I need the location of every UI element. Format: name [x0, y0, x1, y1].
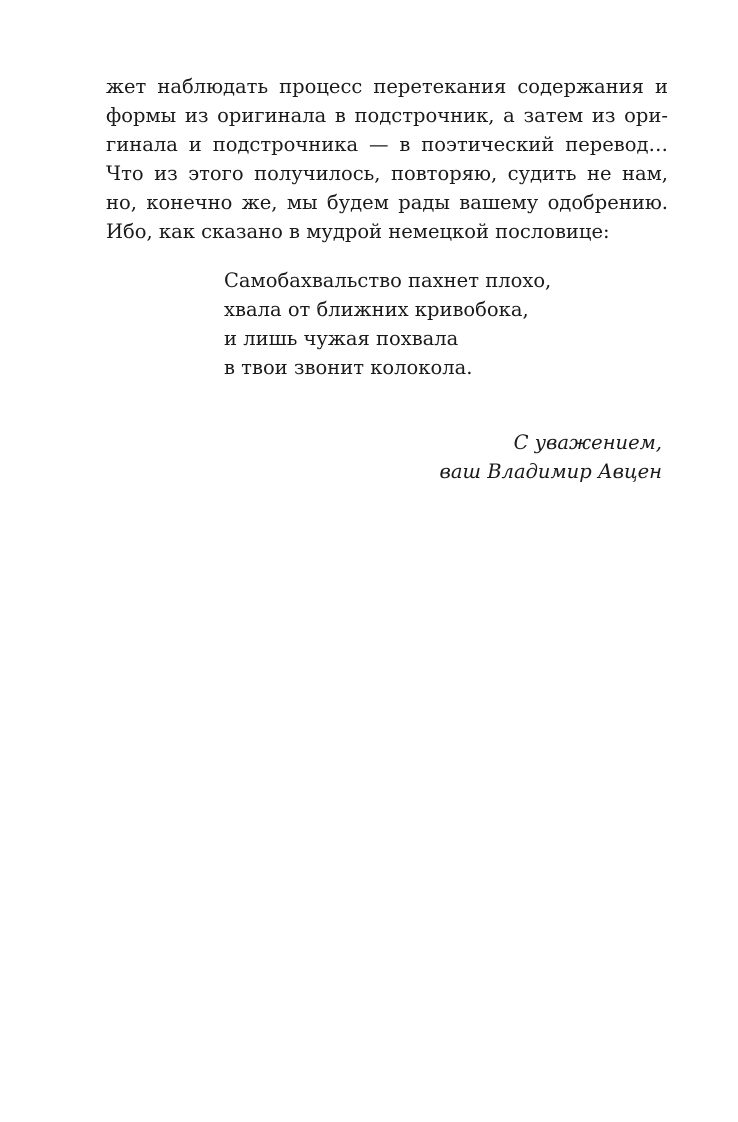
prose-line: но, конечно же, мы будем рады вашему одобрению. — [106, 191, 668, 214]
signature-closing: С уважением, — [513, 431, 662, 454]
poem-verse: хвала от ближних кривобока, — [224, 298, 529, 321]
poem-verse: в твои звонит колокола. — [224, 356, 473, 379]
prose-line: жет наблюдать процесс перетекания содержания и — [106, 75, 668, 98]
poem-quote — [224, 266, 551, 382]
poem-verse: и лишь чужая похвала — [224, 327, 459, 350]
signature-author: ваш Владимир Авцен — [439, 460, 662, 483]
prose-line: Что из этого получилось, повторяю, судить не нам, — [106, 162, 668, 185]
poem-verse: Самобахвальство пахнет плохо, — [224, 269, 552, 292]
signature-block — [440, 428, 662, 486]
prose-line: формы из оригинала в подстрочник, а затем из ори- — [106, 104, 668, 127]
prose-line: гинала и подстрочника — в поэтический перевод… — [106, 133, 668, 156]
prose-line: Ибо, как сказано в мудрой немецкой пословице: — [106, 220, 610, 243]
prose-paragraph — [106, 72, 668, 246]
